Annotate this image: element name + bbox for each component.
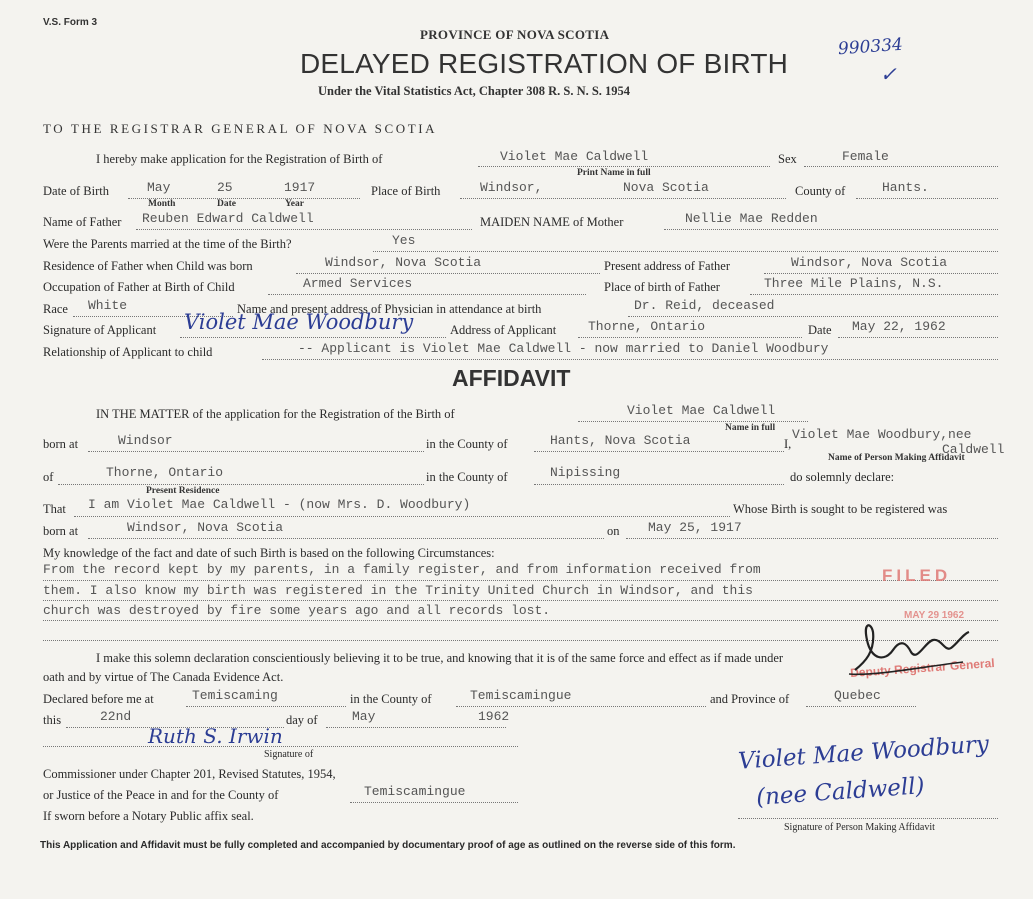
occupation-value: Armed Services <box>303 276 413 291</box>
relationship-value: -- Applicant is Violet Mae Caldwell - now married to Daniel Woodbury <box>298 341 829 356</box>
commissioner-signature: Ruth S. Irwin <box>148 724 283 748</box>
year-caption: Year <box>285 199 304 209</box>
dob-day: 25 <box>217 180 233 195</box>
applicant-address-value: Thorne, Ontario <box>588 319 706 334</box>
physician-value: Dr. Reid, deceased <box>634 298 775 313</box>
residence-value: Thorne, Ontario <box>106 465 224 480</box>
solemn-line-2: oath and by virtue of The Canada Evidence Act. <box>43 670 284 684</box>
signature-label: Signature of Applicant <box>43 323 157 337</box>
born-at2-label: born at <box>43 524 79 538</box>
physician-label: Name and present address of Physician in attendance at birth <box>237 302 542 316</box>
this-label: this <box>43 713 62 727</box>
father-value: Reuben Edward Caldwell <box>142 211 314 226</box>
born-at-label: born at <box>43 437 79 451</box>
present-residence-caption: Present Residence <box>146 486 220 496</box>
commissioner-county-value: Temiscamingue <box>364 784 466 799</box>
occupation-label: Occupation of Father at Birth of Child <box>43 280 235 294</box>
day-of-label: day of <box>286 713 318 727</box>
month-caption: Month <box>148 199 176 209</box>
name-in-full-caption: Name in full <box>725 423 776 433</box>
form-number: V.S. Form 3 <box>43 17 98 28</box>
declared-county-value: Temiscamingue <box>470 688 572 703</box>
on-date-value: May 25, 1917 <box>648 520 742 535</box>
declared-at-value: Temiscaming <box>192 688 278 703</box>
born-county-value: Hants, Nova Scotia <box>550 433 691 448</box>
i-label: I, <box>784 437 792 451</box>
month-value: May <box>352 709 376 724</box>
declared-county-label: in the County of <box>350 692 432 706</box>
knowledge-label: My knowledge of the fact and date of such Birth is based on the following Circumstances: <box>43 546 495 560</box>
of-label: of <box>43 470 54 484</box>
dob-label: Date of Birth <box>43 184 109 198</box>
date-label: Date <box>808 323 832 337</box>
intro-label: I hereby make application for the Registration of Birth of <box>96 152 383 166</box>
affidavit-child-name: Violet Mae Caldwell <box>627 403 776 418</box>
day-value: 22nd <box>100 709 132 724</box>
father-label: Name of Father <box>43 215 122 229</box>
race-label: Race <box>43 302 68 316</box>
res-county-value: Nipissing <box>550 465 621 480</box>
sex-label: Sex <box>778 152 797 166</box>
relationship-label: Relationship of Applicant to child <box>43 345 213 359</box>
deponent-name-1: Violet Mae Woodbury,nee <box>792 427 972 442</box>
whose-birth-label: Whose Birth is sought to be registered was <box>733 502 948 516</box>
pob-town: Windsor, <box>480 180 543 195</box>
declare-label: do solemnly declare: <box>790 470 895 484</box>
commissioner-line-2: or Justice of the Peace in and for the County of <box>43 788 279 802</box>
born-at2-value: Windsor, Nova Scotia <box>127 520 284 535</box>
mother-label: MAIDEN NAME of Mother <box>480 215 624 229</box>
father-pob-label: Place of birth of Father <box>604 280 720 294</box>
father-pob-value: Three Mile Plains, N.S. <box>764 276 944 291</box>
child-name-value: Violet Mae Caldwell <box>500 149 649 164</box>
print-name-caption: Print Name in full <box>577 168 651 178</box>
addressee: TO THE REGISTRAR GENERAL OF NOVA SCOTIA <box>43 121 438 136</box>
res-county-label: in the County of <box>426 470 508 484</box>
signature-of-caption: Signature of <box>264 749 314 760</box>
commissioner-line-1: Commissioner under Chapter 201, Revised Statutes, 1954, <box>43 767 336 781</box>
file-number: 990334 <box>837 34 904 60</box>
father-residence-value: Windsor, Nova Scotia <box>325 255 482 270</box>
married-label: Were the Parents married at the time of the Birth? <box>43 237 292 251</box>
filed-stamp: FILED <box>882 566 952 585</box>
applicant-address-label: Address of Applicant <box>450 323 557 337</box>
applicant-signature: Violet Mae Woodbury <box>184 310 414 334</box>
checkmark-icon: ✓ <box>880 62 897 86</box>
commissioner-line-3: If sworn before a Notary Public affix seal. <box>43 809 254 823</box>
that-value: I am Violet Mae Caldwell - (now Mrs. D. Woodbury) <box>88 497 471 512</box>
deponent-signature-2: (nee Caldwell) <box>755 773 926 811</box>
county-value: Hants. <box>882 180 929 195</box>
married-value: Yes <box>392 233 416 248</box>
document-title: DELAYED REGISTRATION OF BIRTH <box>300 48 789 79</box>
affidavit-heading: AFFIDAVIT <box>452 365 571 391</box>
document-subtitle: Under the Vital Statistics Act, Chapter 308 R. S. N. S. 1954 <box>318 84 631 98</box>
father-present-label: Present address of Father <box>604 259 731 273</box>
province-label: and Province of <box>710 692 790 706</box>
matter-label: IN THE MATTER of the application for the Registration of the Birth of <box>96 407 455 421</box>
pob-label: Place of Birth <box>371 184 441 198</box>
deponent-signature-caption: Signature of Person Making Affidavit <box>784 822 935 833</box>
date-value: May 22, 1962 <box>852 319 946 334</box>
declared-label: Declared before me at <box>43 692 154 706</box>
province-heading: PROVINCE OF NOVA SCOTIA <box>420 27 610 42</box>
stamp-date: MAY 29 1962 <box>904 610 965 621</box>
county-label: County of <box>795 184 846 198</box>
stamp-office: Deputy Registrar General <box>849 655 996 681</box>
year-value: 1962 <box>478 709 510 724</box>
sex-value: Female <box>842 149 889 164</box>
father-residence-label: Residence of Father when Child was born <box>43 259 253 273</box>
race-value: White <box>88 298 128 313</box>
mother-value: Nellie Mae Redden <box>685 211 818 226</box>
dob-month: May <box>147 180 171 195</box>
solemn-line-1: I make this solemn declaration conscientiously believing it to be true, and knowing that it is of the same force and effect as if made under <box>96 651 784 665</box>
pob-province: Nova Scotia <box>623 180 709 195</box>
circumstance-line-3: church was destroyed by fire some years ago and all records lost. <box>43 603 551 618</box>
circumstance-line-2: them. I also know my birth was registered in the Trinity United Church in Windsor, and this <box>43 583 753 598</box>
circumstance-line-1: From the record kept by my parents, in a family register, and from information received from <box>43 562 761 577</box>
date-caption: Date <box>217 199 236 209</box>
deponent-signature-1: Violet Mae Woodbury <box>737 731 990 775</box>
deponent-caption: Name of Person Making Affidavit <box>828 453 965 463</box>
born-county-label: in the County of <box>426 437 508 451</box>
father-present-value: Windsor, Nova Scotia <box>791 255 948 270</box>
dob-year: 1917 <box>284 180 316 195</box>
footer-note: This Application and Affidavit must be fully completed and accompanied by documentary proof of age as outlined on the reverse side of this form. <box>40 840 736 851</box>
registrar-signature <box>845 612 975 682</box>
born-at-value: Windsor <box>118 433 173 448</box>
on-label: on <box>607 524 620 538</box>
that-label: That <box>43 502 66 516</box>
deponent-name-2: Caldwell <box>942 442 1005 457</box>
declared-province-value: Quebec <box>834 688 881 703</box>
